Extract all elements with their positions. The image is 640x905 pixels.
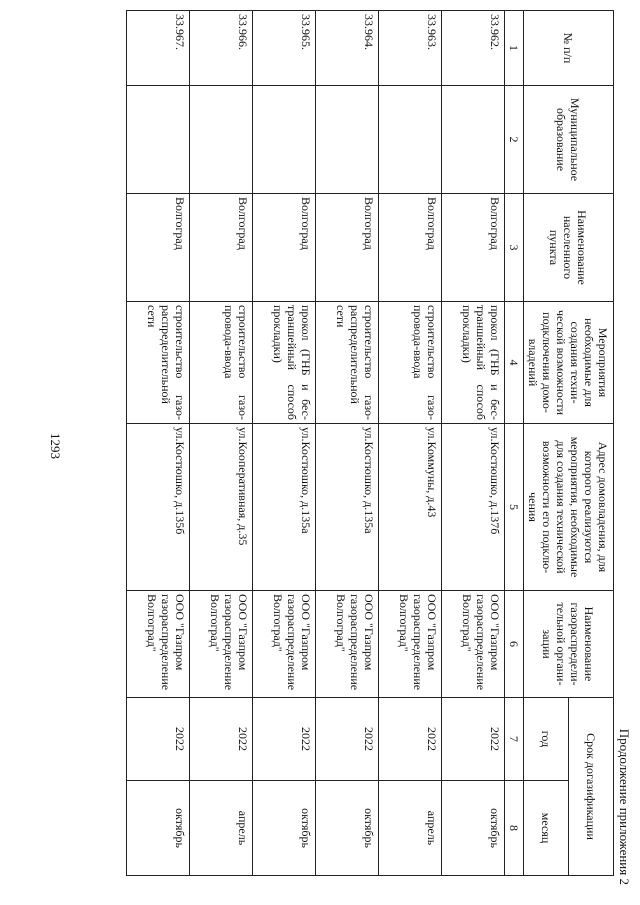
row-municipality (253, 86, 316, 194)
row-address: ул.Костюшко, д.135б (127, 424, 190, 591)
row-year: 2022 (127, 698, 190, 781)
row-organization: ООО "Газпром газораспределение Волгоград" (253, 591, 316, 698)
row-measure: строительство газо-провода-ввода (379, 302, 442, 424)
row-number: 33.966. (190, 11, 253, 86)
row-number: 33.965. (253, 11, 316, 86)
table-row (253, 11, 316, 876)
header-organization: Наименование газораспредели-тельной органи-зации (524, 591, 614, 698)
column-number: 2 (505, 86, 524, 194)
page-number: 1293 (48, 433, 63, 459)
row-organization: ООО "Газпром газораспределение Волгоград" (316, 591, 379, 698)
row-year: 2022 (379, 698, 442, 781)
table-row (379, 11, 442, 876)
row-number: 33.967. (127, 11, 190, 86)
appendix-continuation-title: Продолжение приложения 2 (617, 728, 632, 885)
row-month: октябрь (253, 781, 316, 876)
row-municipality (379, 86, 442, 194)
row-municipality (316, 86, 379, 194)
header-month: месяц (524, 781, 569, 876)
row-settlement: Волгоград (442, 194, 505, 302)
row-measure: прокол (ГНБ и бес-траншейный способ прокладки) (253, 302, 316, 424)
column-number: 7 (505, 698, 524, 781)
table-row (127, 11, 190, 876)
header-year: год (524, 698, 569, 781)
header-municipality: Муниципальное образование (524, 86, 614, 194)
header-address: Адрес домовладения, для которого реализуются мероприятия, необходимые для создания технической возможности его подклю-чения (524, 424, 614, 591)
row-settlement: Волгоград (379, 194, 442, 302)
row-municipality (442, 86, 505, 194)
row-settlement: Волгоград (190, 194, 253, 302)
row-month: октябрь (316, 781, 379, 876)
row-address: ул.Коммуны, д.43 (379, 424, 442, 591)
row-settlement: Волгоград (316, 194, 379, 302)
row-organization: ООО "Газпром газораспределение Волгоград" (379, 591, 442, 698)
column-number: 3 (505, 194, 524, 302)
gasification-table (126, 10, 614, 876)
table-row (190, 11, 253, 876)
row-number: 33.963. (379, 11, 442, 86)
header-deadline: Срок догазификации (569, 698, 614, 876)
row-organization: ООО "Газпром газораспределение Волгоград" (127, 591, 190, 698)
row-month: октябрь (442, 781, 505, 876)
row-number: 33.962. (442, 11, 505, 86)
column-number: 4 (505, 302, 524, 424)
row-month: апрель (190, 781, 253, 876)
header-number: № п/п (524, 11, 614, 86)
header-row (569, 11, 614, 876)
header-measures: Мероприятия необходимые для создания техни-ческой возможности подключения домо-владений (524, 302, 614, 424)
row-year: 2022 (253, 698, 316, 781)
row-number: 33.964. (316, 11, 379, 86)
row-address: ул.Костюшко, д.137б (442, 424, 505, 591)
row-organization: ООО "Газпром газораспределение Волгоград" (442, 591, 505, 698)
column-number: 6 (505, 591, 524, 698)
row-year: 2022 (316, 698, 379, 781)
row-municipality (190, 86, 253, 194)
row-measure: строительство газо-провода-ввода (190, 302, 253, 424)
table-row (316, 11, 379, 876)
column-number: 5 (505, 424, 524, 591)
row-municipality (127, 86, 190, 194)
row-address: ул.Костюшко, д.135а (253, 424, 316, 591)
row-measure: прокол (ГНБ и бес-траншейный способ прокладки) (442, 302, 505, 424)
row-month: апрель (379, 781, 442, 876)
row-address: ул.Костюшко, д.135а (316, 424, 379, 591)
row-month: октябрь (127, 781, 190, 876)
table-row (442, 11, 505, 876)
column-number-row (505, 11, 524, 876)
row-year: 2022 (442, 698, 505, 781)
column-number: 8 (505, 781, 524, 876)
row-organization: ООО "Газпром газораспределение Волгоград" (190, 591, 253, 698)
row-year: 2022 (190, 698, 253, 781)
header-settlement: Наименование населенного пункта (524, 194, 614, 302)
row-settlement: Волгоград (127, 194, 190, 302)
row-measure: строительство газо-распределительной сети (127, 302, 190, 424)
row-address: ул.Кооперативная, д.35 (190, 424, 253, 591)
row-settlement: Волгоград (253, 194, 316, 302)
row-measure: строительство газо-распределительной сети (316, 302, 379, 424)
column-number: 1 (505, 11, 524, 86)
